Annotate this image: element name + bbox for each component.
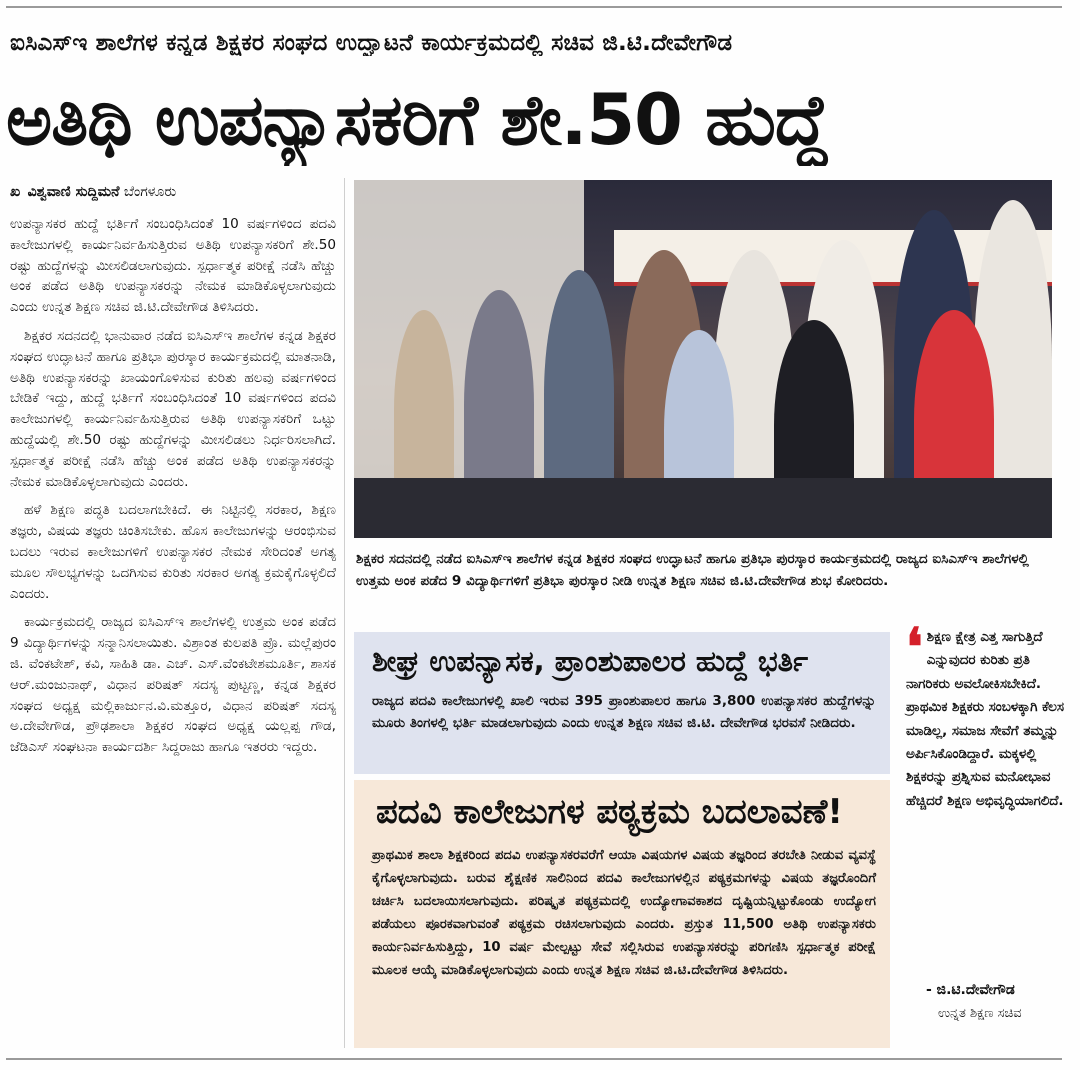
article-paragraph-2: ಶಿಕ್ಷಕರ ಸದನದಲ್ಲಿ ಭಾನುವಾರ ನಡೆದ ಐಸಿಎಸ್‌ಇ ಶಾಲೆಗಳ ಕನ್ನಡ ಶಿಕ್ಷಕರ ಸಂಘದ ಉದ್ಘಾಟನೆ ಹಾಗೂ ಪ್ರತಿಭಾ ಪುರಸ್ಕಾರ ಕಾರ್ಯಕ್ರಮದಲ್ಲಿ ಮಾತನಾಡಿ, ಅತಿಥಿ ಉಪನ್ಯಾಸಕರನ್ನು ಖಾಯಂಗೊಳಿಸುವ ಕುರಿತು ಹಲವು ವರ್ಷಗಳಿಂದ ಬೇಡಿಕೆ ಇದ್ದು, ಹುದ್ದೆ ಭರ್ತಿಗೆ ಸಂಬಂಧಿಸಿದಂತೆ 10 ವರ್ಷಗಳಿಂದ ಪದವಿ ಕಾಲೇಜುಗಳಲ್ಲಿ ಕಾರ್ಯನಿರ್ವಹಿಸುತ್ತಿರುವ ಅತಿಥಿ ಉಪನ್ಯಾಸಕರಿಗೆ ಒಟ್ಟು ಹುದ್ದೆಯಲ್ಲಿ ಶೇ.50 ರಷ್ಟು ಹುದ್ದೆಗಳನ್ನು ಮೀಸಲಿಡಲು ನಿರ್ಧರಿಸಲಾಗಿದೆ. ಸ್ಪರ್ಧಾತ್ಮಕ ಪರೀಕ್ಷೆ ನಡೆಸಿ ಹೆಚ್ಚು ಅಂಕ ಪಡೆದ ಅತಿಥಿ ಉಪನ್ಯಾಸಕರನ್ನು ನೇಮಕ ಮಾಡಿಕೊಳ್ಳಲಾಗುವುದು ಎಂದರು. <box>10 327 336 490</box>
article-body <box>10 214 336 766</box>
article-paragraph-3: ಹಳೆ ಶಿಕ್ಷಣ ಪದ್ಧತಿ ಬದಲಾಗಬೇಕಿದೆ. ಈ ನಿಟ್ಟಿನಲ್ಲಿ ಸರಕಾರ, ಶಿಕ್ಷಣ ತಜ್ಞರು, ವಿಷಯ ತಜ್ಞರು ಚಿಂತಿಸಬೇಕು. ಹೊಸ ಕಾಲೇಜುಗಳನ್ನು ಆರಂಭಿಸುವ ಬದಲು ಇರುವ ಕಾಲೇಜುಗಳಿಗೆ ಉಪನ್ಯಾಸಕರ ನೇಮಕ ಸೇರಿದಂತೆ ಅಗತ್ಯ ಮೂಲ ಸೌಲಭ್ಯಗಳನ್ನು ಒದಗಿಸುವ ಕುರಿತು ಸರಕಾರ ಅಗತ್ಯ ಕ್ರಮಕೈಗೊಳ್ಳಲಿದೆ ಎಂದರು. <box>10 502 336 602</box>
box-recruitment-body: ರಾಜ್ಯದ ಪದವಿ ಕಾಲೇಜುಗಳಲ್ಲಿ ಖಾಲಿ ಇರುವ 395 ಪ್ರಾಂಶುಪಾಲರ ಹಾಗೂ 3,800 ಉಪನ್ಯಾಸಕರ ಹುದ್ದೆಗಳನ್ನು ಮೂರು ತಿಂಗಳಲ್ಲಿ ಭರ್ತಿ ಮಾಡಲಾಗುವುದು ಎಂದು ಉನ್ನತ ಶಿಕ್ಷಣ ಸಚಿವ ಜಿ.ಟಿ. ದೇವೇಗೌಡ ಭರವಸೆ ನೀಡಿದರು. <box>372 693 876 731</box>
article-paragraph-1: ಉಪನ್ಯಾಸಕರ ಹುದ್ದೆ ಭರ್ತಿಗೆ ಸಂಬಂಧಿಸಿದಂತೆ 10 ವರ್ಷಗಳಿಂದ ಪದವಿ ಕಾಲೇಜುಗಳಲ್ಲಿ ಕಾರ್ಯನಿರ್ವಹಿಸುತ್ತಿರುವ ಅತಿಥಿ ಉಪನ್ಯಾಸಕರಿಗೆ ಶೇ.50 ರಷ್ಟು ಹುದ್ದೆಗಳನ್ನು ಮೀಸಲಿಡಲಾಗುವುದು. ಸ್ಪರ್ಧಾತ್ಮಕ ಪರೀಕ್ಷೆ ನಡೆಸಿ ಹೆಚ್ಚು ಅಂಕ ಪಡೆದ ಅತಿಥಿ ಉಪನ್ಯಾಸಕರನ್ನು ನೇಮಕ ಮಾಡಿಕೊಳ್ಳಲಾಗುವುದು ಎಂದು ಉನ್ನತ ಶಿಕ್ಷಣ ಸಚಿವ ಜಿ.ಟಿ.ದೇವೇಗೌಡ ತಿಳಿಸಿದರು. <box>10 216 336 316</box>
box-syllabus-body: ಪ್ರಾಥಮಿಕ ಶಾಲಾ ಶಿಕ್ಷಕರಿಂದ ಪದವಿ ಉಪನ್ಯಾಸಕರವರೆಗೆ ಆಯಾ ವಿಷಯಗಳ ವಿಷಯ ತಜ್ಞರಿಂದ ತರಬೇತಿ ನೀಡುವ ವ್ಯವಸ್ಥೆ ಕೈಗೊಳ್ಳಲಾಗುವುದು. ಬರುವ ಶೈಕ್ಷಣಿಕ ಸಾಲಿನಿಂದ ಪದವಿ ಕಾಲೇಜುಗಳಲ್ಲಿನ ಪಠ್ಯಕ್ರಮಗಳನ್ನು ವಿಷಯ ತಜ್ಞರೊಂದಿಗೆ ಚರ್ಚಿಸಿ ಬದಲಾಯಿಸಲಾಗುವುದು. ಪರಿಷ್ಕೃತ ಪಠ್ಯಕ್ರಮದಲ್ಲಿ ಉದ್ಯೋಗಾವಕಾಶದ ದೃಷ್ಟಿಯನ್ನಿಟ್ಟುಕೊಂಡು ಉದ್ಯೋಗ ಪಡೆಯಲು ಪೂರಕವಾಗುವಂತೆ ಪಠ್ಯಕ್ರಮ ರಚಿಸಲಾಗುವುದು ಎಂದರು. ಪ್ರಸ್ತುತ 11,500 ಅತಿಥಿ ಉಪನ್ಯಾಸಕರು ಕಾರ್ಯನಿರ್ವಹಿಸುತ್ತಿದ್ದು, 10 ವರ್ಷ ಮೇಲ್ಪಟ್ಟು ಸೇವೆ ಸಲ್ಲಿಸಿರುವ ಉಪನ್ಯಾಸಕರನ್ನು ಪರಿಗಣಿಸಿ ಸ್ಪರ್ಧಾತ್ಮಕ ಪರೀಕ್ಷೆ ಮೂಲಕ ಆಯ್ಕೆ ಮಾಡಿಕೊಳ್ಳಲಾಗುವುದು ಎಂದು ಉನ್ನತ ಶಿಕ್ಷಣ ಸಚಿವ ಜಿ.ಟಿ.ದೇವೇಗೌಡ ತಿಳಿಸಿದರು. <box>372 848 876 978</box>
box-recruitment-title: ಶೀಘ್ರ ಉಪನ್ಯಾಸಕ, ಪ್ರಾಂಶುಪಾಲರ ಹುದ್ದೆ ಭರ್ತಿ <box>372 644 809 678</box>
top-rule <box>6 6 1062 8</box>
quote-text: ಶಿಕ್ಷಣ ಕ್ಷೇತ್ರ ಎತ್ತ ಸಾಗುತ್ತಿದೆ ಎನ್ನುವುದರ ಕುರಿತು ಪ್ರತಿ ನಾಗರಿಕರು ಅವಲೋಕಿಸಬೇಕಿದೆ. ಪ್ರಾಥಮಿಕ ಶಿಕ್ಷಕರು ಸಂಬಳಕ್ಕಾಗಿ ಕೆಲಸ ಮಾಡಿಲ್ಲ, ಸಮಾಜ ಸೇವೆಗೆ ತಮ್ಮನ್ನು ಅರ್ಪಿಸಿಕೊಂಡಿದ್ದಾರೆ. ಮಕ್ಕಳಲ್ಲಿ ಶಿಕ್ಷಕರನ್ನು ಪ್ರಶ್ನಿಸುವ ಮನೋಭಾವ ಹೆಚ್ಚಿದರೆ ಶಿಕ್ಷಣ ಅಭಿವೃದ್ಧಿಯಾಗಲಿದೆ. <box>906 630 1064 809</box>
photo-caption: ಶಿಕ್ಷಕರ ಸದನದಲ್ಲಿ ನಡೆದ ಐಸಿಎಸ್‌ಇ ಶಾಲೆಗಳ ಕನ್ನಡ ಶಿಕ್ಷಕರ ಸಂಘದ ಉದ್ಘಾಟನೆ ಹಾಗೂ ಪ್ರತಿಭಾ ಪುರಸ್ಕಾರ ಕಾರ್ಯಕ್ರಮದಲ್ಲಿ ರಾಜ್ಯದ ಐಸಿಎಸ್‌ಇ ಶಾಲೆಗಳಲ್ಲಿ ಉತ್ತಮ ಅಂಕ ಪಡೆದ 9 ವಿದ್ಯಾರ್ಥಿಗಳಿಗೆ ಪ್ರತಿಭಾ ಪುರಸ್ಕಾರ ನೀಡಿ ಉನ್ನತ ಶಿಕ್ಷಣ ಸಚಿವ ಜಿ.ಟಿ.ದೇವೇಗೌಡ ಶುಭ ಕೋರಿದರು. <box>356 551 1029 589</box>
quote-signature: - ಜಿ.ಟಿ.ದೇವೇಗೌಡ <box>926 982 1015 998</box>
bottom-rule <box>6 1058 1062 1060</box>
byline-agency: ವಿಶ್ವವಾಣಿ ಸುದ್ದಿಮನೆ <box>27 184 120 200</box>
article-paragraph-4: ಕಾರ್ಯಕ್ರಮದಲ್ಲಿ ರಾಜ್ಯದ ಐಸಿಎಸ್‌ಇ ಶಾಲೆಗಳಲ್ಲಿ ಉತ್ತಮ ಅಂಕ ಪಡೆದ 9 ವಿದ್ಯಾರ್ಥಿಗಳನ್ನು ಸನ್ಮಾನಿಸಲಾಯಿತು. ವಿಶ್ರಾಂತ ಕುಲಪತಿ ಪ್ರೊ. ಮಲ್ಲೆಪುರಂ ಜಿ. ವೆಂಕಟೇಶ್, ಕವಿ, ಸಾಹಿತಿ ಡಾ. ಎಚ್. ಎಸ್.ವೆಂಕಟೇಶಮೂರ್ತಿ, ಶಾಸಕ ಆರ್.ಮಂಜುನಾಥ್, ವಿಧಾನ ಪರಿಷತ್ ಸದಸ್ಯ ಪುಟ್ಟಣ್ಣ, ಕನ್ನಡ ಶಿಕ್ಷಕರ ಸಂಘದ ಅಧ್ಯಕ್ಷ ಮಲ್ಲಿಕಾರ್ಜುನ.ವಿ.ಮತ್ತೂರ, ವಿಧಾನ ಪರಿಷತ್ ಸದಸ್ಯ ಅ.ದೇವೇಗೌಡ, ಪ್ರೌಢಶಾಲಾ ಶಿಕ್ಷಕರ ಸಂಘದ ಅಧ್ಯಕ್ಷ ಯಲ್ಲಪ್ಪ ಗೌಡ, ಜೆಡಿಎಸ್ ಸಂಘಟನಾ ಕಾರ್ಯದರ್ಶಿ ಸಿದ್ದರಾಜು ಹಾಗೂ ಇತರರು ಇದ್ದರು. <box>10 614 336 756</box>
sidebar-box-recruitment <box>354 632 890 774</box>
column-divider <box>344 178 345 1048</box>
box-syllabus-title: ಪದವಿ ಕಾಲೇಜುಗಳ ಪಠ್ಯಕ್ರಮ ಬದಲಾವಣೆ! <box>376 792 843 832</box>
kicker-heading: ಐಸಿಎಸ್‌ಇ ಶಾಲೆಗಳ ಕನ್ನಡ ಶಿಕ್ಷಕರ ಸಂಘದ ಉದ್ಘಾಟನೆ ಕಾರ್ಯಕ್ರಮದಲ್ಲಿ ಸಚಿವ ಜಿ.ಟಿ.ದೇವೇಗೌಡ <box>10 30 733 56</box>
byline <box>10 184 176 200</box>
pull-quote <box>906 617 1064 813</box>
event-photo <box>354 180 1052 538</box>
quote-role: ಉನ್ನತ ಶಿಕ್ಷಣ ಸಚಿವ <box>938 1006 1022 1021</box>
quote-mark-icon: ❛ <box>906 617 923 678</box>
photo-floor <box>354 478 1052 538</box>
byline-place: ಬೆಂಗಳೂರು <box>123 184 177 200</box>
main-headline: ಅತಿಥಿ ಉಪನ್ಯಾಸಕರಿಗೆ ಶೇ.50 ಹುದ್ದೆ <box>6 79 829 161</box>
sidebar-box-syllabus <box>354 780 890 1048</box>
byline-glyph: ಖ <box>10 184 21 200</box>
